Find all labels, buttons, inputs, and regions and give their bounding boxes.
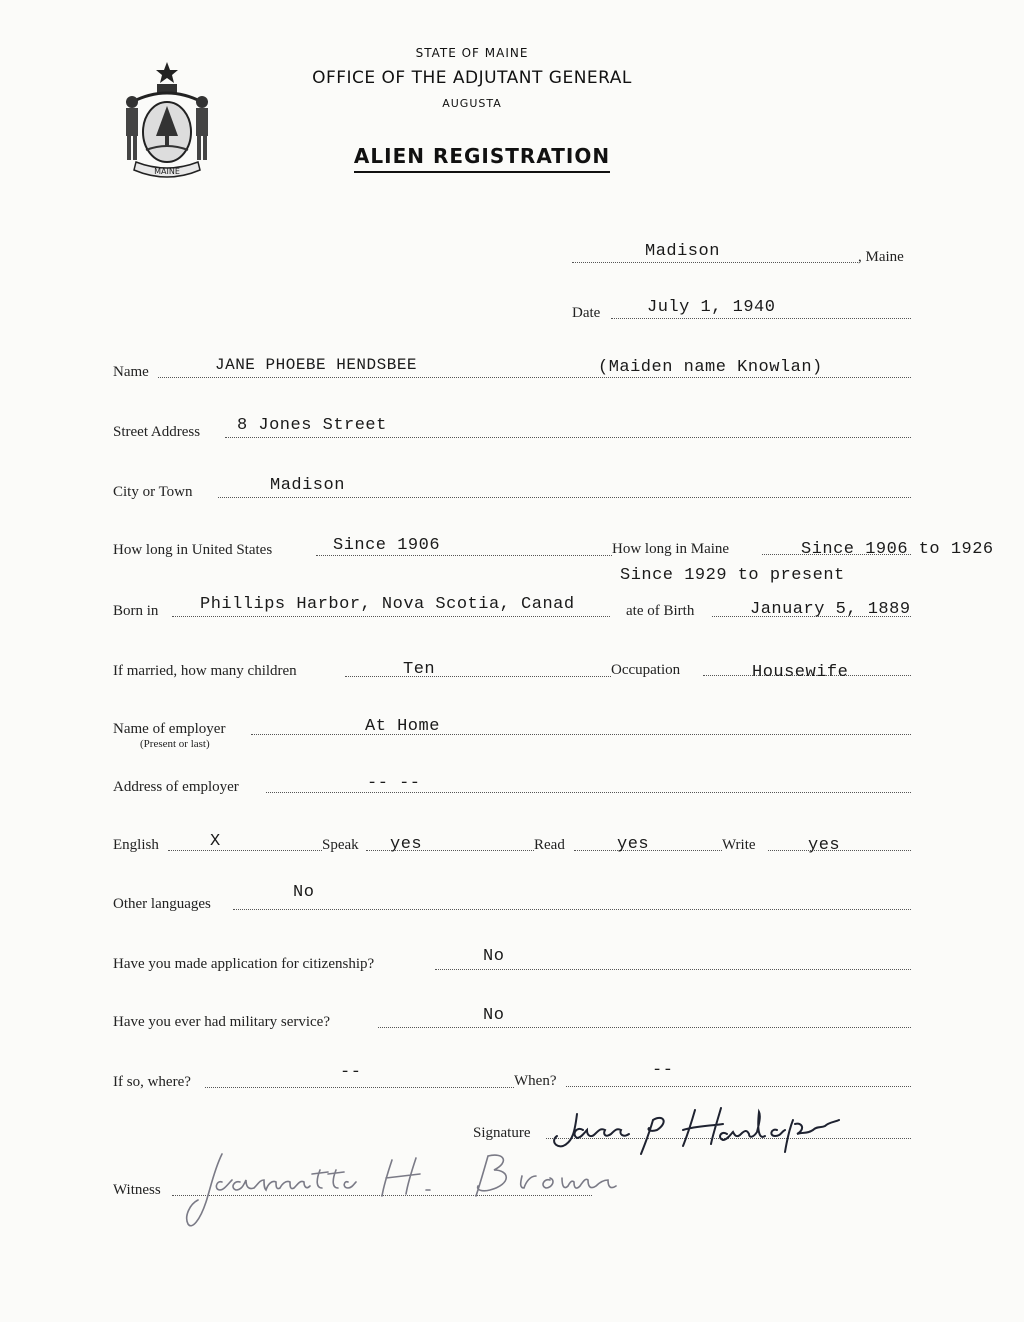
street-line [225, 437, 911, 438]
town-line [572, 262, 858, 263]
speak-label: Speak [322, 837, 359, 853]
write-value: yes [808, 836, 841, 855]
english-value: X [210, 832, 221, 851]
other-languages-label: Other languages [113, 896, 211, 912]
employer-label: Name of employer [113, 721, 226, 737]
other-languages-line [233, 909, 911, 910]
date-line [611, 318, 911, 319]
date-of-birth-value: January 5, 1889 [750, 600, 911, 619]
how-long-us-label: How long in United States [113, 542, 273, 558]
how-long-maine-value-2: Since 1929 to present [620, 566, 845, 585]
occupation-value: Housewife [752, 663, 849, 682]
other-languages-value: No [293, 883, 315, 902]
name-value: JANE PHOEBE HENDSBEE [215, 356, 418, 374]
citizenship-label: Have you made application for citizenship? [113, 956, 375, 972]
maine-label: , Maine [858, 249, 904, 265]
how-long-us-value: Since 1906 [333, 536, 441, 555]
children-line [345, 676, 611, 677]
employer-note: (Present or last) [140, 738, 210, 750]
form-title-text: ALIEN REGISTRATION [354, 144, 610, 173]
born-in-label: Born in [113, 603, 159, 619]
name-line [158, 377, 911, 378]
how-long-maine-value-1: Since 1906 to 1926 [801, 540, 994, 559]
city-heading: AUGUSTA [442, 97, 502, 110]
where-value: -- [340, 1063, 362, 1082]
city-label: City or Town [113, 484, 193, 500]
english-label: English [113, 837, 159, 853]
children-value: Ten [403, 660, 436, 679]
witness-text: Jeannette H. Brown [170, 1238, 178, 1239]
witness-label: Witness [113, 1182, 161, 1198]
read-value: yes [617, 835, 650, 854]
write-label: Write [722, 837, 756, 853]
signature-text: Jane P. Hendsbee [545, 1158, 552, 1159]
born-in-line [172, 616, 610, 617]
how-long-us-line [316, 555, 612, 556]
citizenship-value: No [483, 947, 505, 966]
occupation-label: Occupation [611, 662, 681, 678]
when-value: -- [652, 1061, 674, 1080]
witness-handwriting [170, 1140, 640, 1240]
employer-value: At Home [365, 717, 440, 736]
state-heading: STATE OF MAINE [415, 46, 529, 60]
read-label: Read [534, 837, 565, 853]
where-label: If so, where? [113, 1074, 191, 1090]
city-value: Madison [270, 476, 345, 495]
form-title [0, 144, 994, 168]
when-line [566, 1086, 911, 1087]
town-value: Madison [645, 242, 720, 261]
children-label: If married, how many children [113, 663, 297, 679]
born-in-value: Phillips Harbor, Nova Scotia, Canad [200, 595, 575, 614]
street-value: 8 Jones Street [237, 416, 387, 435]
citizenship-line [435, 969, 911, 970]
employer-address-line [266, 792, 911, 793]
office-heading: OFFICE OF THE ADJUTANT GENERAL [312, 68, 632, 88]
when-label: When? [514, 1073, 557, 1089]
date-label: Date [572, 305, 601, 321]
military-label: Have you ever had military service? [113, 1014, 330, 1030]
employer-address-label: Address of employer [113, 779, 239, 795]
military-line [378, 1027, 911, 1028]
date-value: July 1, 1940 [647, 298, 776, 317]
seal-banner-text: MAINE [154, 167, 180, 176]
where-line [205, 1087, 514, 1088]
name-label: Name [113, 364, 149, 380]
date-of-birth-label: ate of Birth [626, 603, 695, 619]
english-line [168, 850, 322, 851]
employer-line [251, 734, 911, 735]
street-label: Street Address [113, 424, 201, 440]
signature-label: Signature [473, 1125, 531, 1141]
speak-value: yes [390, 835, 423, 854]
how-long-maine-label: How long in Maine [612, 541, 730, 557]
maiden-name-value: (Maiden name Knowlan) [598, 358, 823, 377]
military-value: No [483, 1006, 505, 1025]
employer-address-value: -- -- [367, 774, 421, 793]
city-line [218, 497, 911, 498]
